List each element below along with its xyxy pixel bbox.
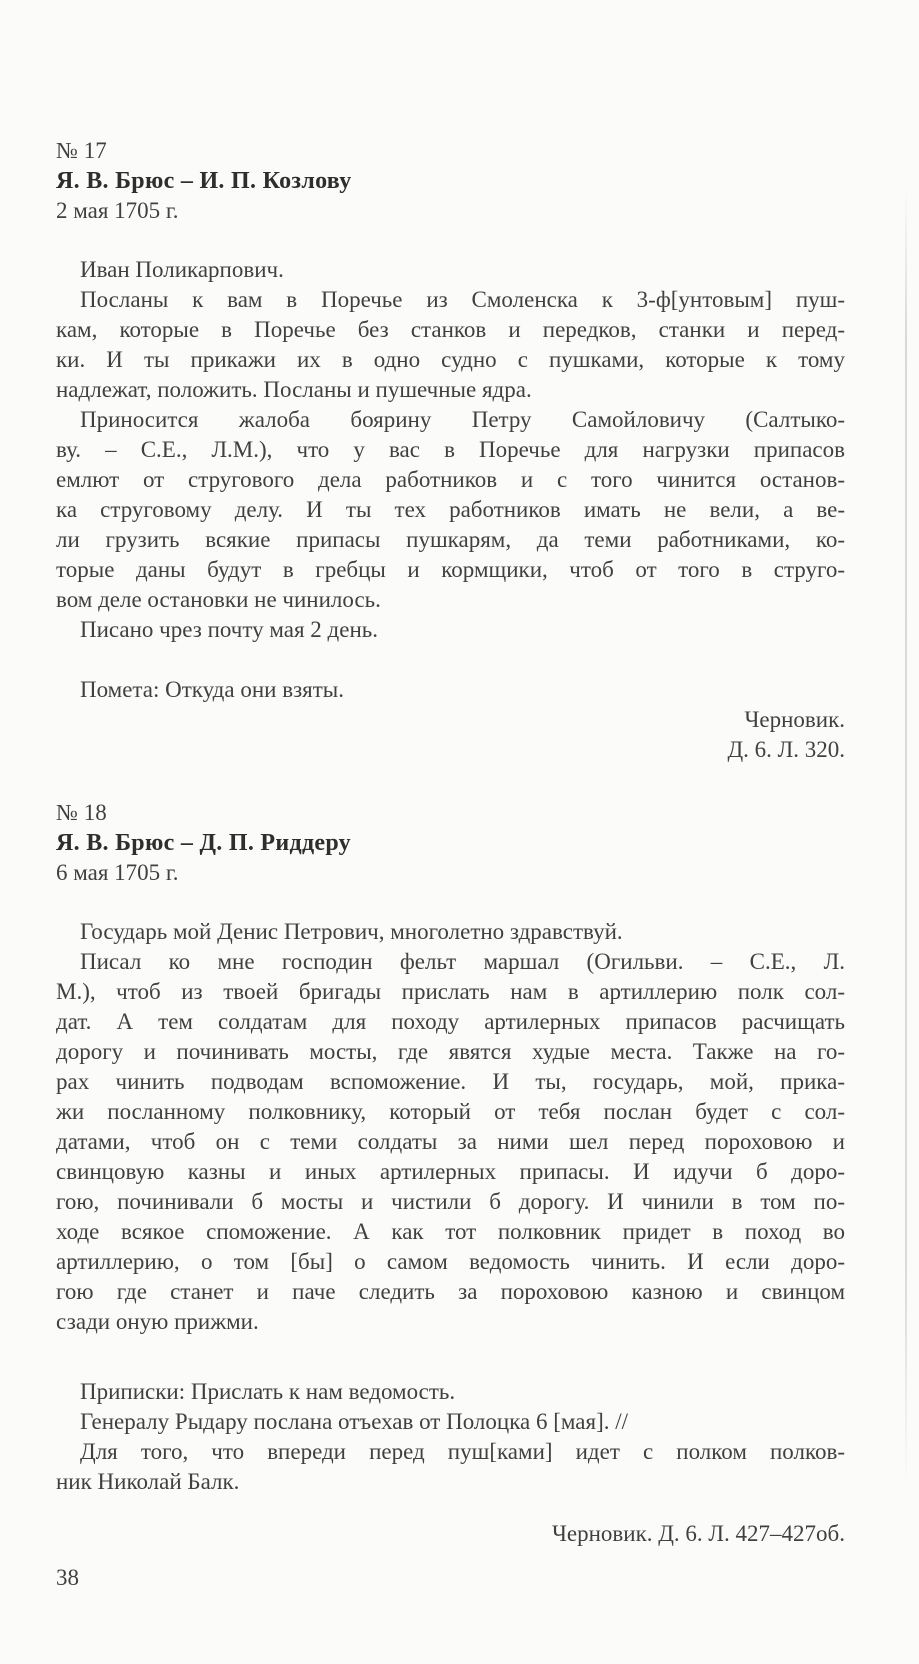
- paragraph: [56, 285, 845, 405]
- letter-date: 6 мая 1705 г.: [56, 860, 179, 885]
- paragraph: [56, 947, 845, 1337]
- letter-title: Я. В. Брюс – Д. П. Риддеру: [56, 830, 351, 856]
- letter-postscripts: [56, 1377, 845, 1497]
- letter-body: [56, 917, 845, 1337]
- text-line: Приписки: Прислать к нам ведомость.: [80, 1379, 456, 1404]
- letter-body: [56, 255, 845, 645]
- archive-reference-line: Черновик. Д. 6. Л. 427–427об.: [551, 1521, 845, 1546]
- text-line: Иван Поликарпович.: [80, 257, 284, 282]
- text-line: гою где станет и паче следить за пороховою казною и свинцом: [56, 1279, 845, 1304]
- page-edge-scan-line: [905, 185, 907, 1485]
- text-line: свинцовую казны и иных артилерных припасы. И идучи б доро-: [56, 1159, 845, 1184]
- text-line: сзади оную прижми.: [56, 1309, 259, 1334]
- text-line: Писал ко мне господин фельт маршал (Огильви. – С.Е., Л.: [80, 949, 845, 974]
- paragraph: [56, 255, 845, 285]
- letter-header: [56, 136, 845, 226]
- text-line: емлют от стругового дела работников и с того чинится останов-: [56, 467, 845, 492]
- paragraph: [56, 1437, 845, 1497]
- text-line: Государь мой Денис Петрович, многолетно здравствуй.: [80, 919, 623, 944]
- letter-header: [56, 798, 845, 888]
- text-line: гою, починивали б мосты и чистили б дорогу. И чинили в том по-: [56, 1189, 845, 1214]
- text-line: надлежат, положить. Посланы и пушечные ядра.: [56, 377, 532, 402]
- paragraph: [56, 917, 845, 947]
- text-line: дат. А тем солдатам для походу артилерных припасов расчищать: [56, 1009, 845, 1034]
- text-line: Писано чрез почту мая 2 день.: [80, 617, 378, 642]
- text-line: Генералу Рыдару послана отъехав от Полоцка 6 [мая]. //: [80, 1409, 629, 1434]
- text-line: кам, которые в Поречье без станков и передков, станки и перед-: [56, 317, 845, 342]
- text-line: артиллерию, о том [бы] о самом ведомость чинить. И если доро-: [56, 1249, 845, 1274]
- paragraph: [56, 675, 845, 705]
- paragraph: [56, 405, 845, 615]
- archive-reference-line: Д. 6. Л. 320.: [727, 737, 845, 762]
- page-number: 38: [56, 1565, 79, 1590]
- text-line: ка струговому делу. И ты тех работников имать не вели, а ве-: [56, 497, 845, 522]
- text-line: Посланы к вам в Поречье из Смоленска к 3-ф[унтовым] пуш-: [80, 287, 845, 312]
- letter-note: [56, 675, 845, 705]
- letter-number: № 17: [56, 138, 107, 163]
- archive-reference-line: Черновик.: [744, 707, 845, 732]
- text-line: Для того, что впереди перед пуш[ками] идет с полком полков-: [80, 1439, 845, 1464]
- letter-18: [56, 798, 845, 1549]
- text-line: Помета: Откуда они взяты.: [80, 677, 344, 702]
- paragraph: [56, 1407, 845, 1437]
- text-line: Приносится жалоба боярину Петру Самойловичу (Салтыко-: [80, 407, 845, 432]
- text-line: вом деле остановки не чинилось.: [56, 587, 381, 612]
- paragraph: [56, 1377, 845, 1407]
- paragraph: [56, 615, 845, 645]
- letter-title: Я. В. Брюс – И. П. Козлову: [56, 168, 352, 194]
- text-line: ли грузить всякие припасы пушкарям, да теми работниками, ко-: [56, 527, 845, 552]
- archive-reference: [56, 705, 845, 765]
- letter-17: [56, 136, 845, 765]
- text-line: ходе всякое споможение. А как тот полковник придет в поход во: [56, 1219, 845, 1244]
- letter-number: № 18: [56, 800, 107, 825]
- text-line: датами, чтоб он с теми солдаты за ними шел перед пороховою и: [56, 1129, 845, 1154]
- text-line: М.), чтоб из твоей бригады прислать нам в артиллерию полк сол-: [56, 979, 845, 1004]
- text-line: рах чинить подводам вспоможение. И ты, государь, мой, прика-: [56, 1069, 845, 1094]
- text-line: жи посланному полковнику, который от тебя послан будет с сол-: [56, 1099, 845, 1124]
- text-line: ки. И ты прикажи их в одно судно с пушками, которые к тому: [56, 347, 845, 372]
- text-line: ву. – С.Е., Л.М.), что у вас в Поречье для нагрузки припасов: [56, 437, 845, 462]
- archive-reference: [56, 1519, 845, 1549]
- text-line: торые даны будут в гребцы и кормщики, чтоб от того в струго-: [56, 557, 845, 582]
- text-line: дорогу и починивать мосты, где явятся худые места. Также на го-: [56, 1039, 845, 1064]
- letter-date: 2 мая 1705 г.: [56, 198, 179, 223]
- text-line: ник Николай Балк.: [56, 1469, 240, 1494]
